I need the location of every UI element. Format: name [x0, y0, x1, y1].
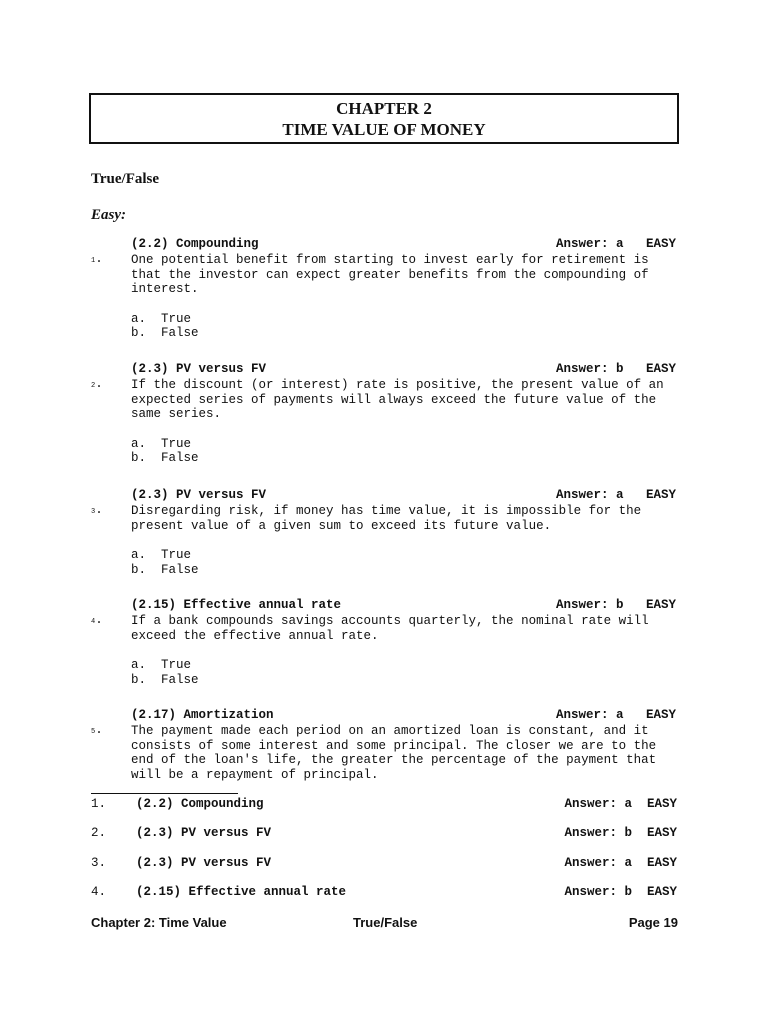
question-topic: (2.3) PV versus FV — [131, 362, 267, 376]
footnote-answer: Answer: a EASY — [564, 856, 677, 870]
section-title: True/False — [91, 171, 160, 187]
question-answer: Answer: a EASY — [555, 488, 676, 502]
question-text: Disregarding risk, if money has time value, it is impossible for the present value of a given sum to exceed its future value. — [131, 504, 642, 533]
footnote-1 — [91, 797, 679, 813]
option-b: b. False — [131, 562, 199, 577]
option-b: b. False — [131, 326, 199, 341]
question-topic: (2.17) Amortization — [131, 708, 274, 722]
footnote-3 — [91, 856, 679, 872]
question-1 — [91, 237, 681, 341]
footnote-answer: Answer: a EASY — [564, 797, 677, 811]
footnote-number: 3. — [91, 856, 107, 870]
chapter-title-box — [89, 93, 679, 144]
question-number: 3. — [91, 503, 103, 517]
option-a: a. True — [131, 436, 192, 451]
footnote-number: 2. — [91, 826, 107, 840]
question-options — [131, 437, 681, 466]
question-answer: Answer: a EASY — [555, 237, 676, 251]
question-answer: Answer: a EASY — [555, 708, 676, 722]
option-a: a. True — [131, 658, 192, 673]
question-number: 1. — [91, 252, 103, 266]
option-a: a. True — [131, 311, 192, 326]
question-header — [91, 598, 681, 614]
question-text: If a bank compounds savings accounts quarterly, the nominal rate will exceed the effective annual rate. — [131, 614, 649, 643]
question-header — [91, 237, 681, 253]
question-topic: (2.15) Effective annual rate — [131, 598, 342, 612]
question-options — [131, 548, 681, 577]
question-text: One potential benefit from starting to invest early for retirement is that the investor can expect greater benefits from the compounding of interest. — [131, 253, 649, 297]
footnote-number: 1. — [91, 797, 107, 811]
question-topic: (2.3) PV versus FV — [131, 488, 267, 502]
question-header — [91, 488, 681, 504]
footnote-2 — [91, 826, 679, 842]
chapter-title: TIME VALUE OF MONEY — [282, 120, 486, 139]
question-5 — [91, 708, 681, 782]
footnote-topic: (2.3) PV versus FV — [136, 826, 272, 840]
question-number: 2. — [91, 377, 103, 391]
question-number: 5. — [91, 723, 103, 737]
footnote-topic: (2.2) Compounding — [136, 797, 264, 811]
footnote-topic: (2.15) Effective annual rate — [136, 885, 347, 899]
option-b: b. False — [131, 672, 199, 687]
footnote-number: 4. — [91, 885, 107, 899]
question-text: If the discount (or interest) rate is positive, the present value of an expected series of payments will always exceed the future value of the same series. — [131, 378, 664, 422]
question-text: The payment made each period on an amortized loan is constant, and it consists of some interest and some principal. The closer we are to the end of the loan's life, the greater the percentage of the payment that will be a repayment of principal. — [131, 724, 657, 782]
footnote-4 — [91, 885, 679, 901]
footnote-divider — [91, 793, 238, 794]
page-footer — [91, 915, 678, 933]
footer-chapter: Chapter 2: Time Value — [91, 915, 227, 930]
footer-page-number: Page 19 — [628, 915, 678, 930]
chapter-label: CHAPTER 2 — [336, 99, 432, 118]
question-options — [131, 312, 681, 341]
question-header — [91, 362, 681, 378]
question-number: 4. — [91, 613, 103, 627]
question-answer: Answer: b EASY — [555, 598, 676, 612]
question-options — [131, 658, 681, 687]
question-4 — [91, 598, 681, 687]
option-b: b. False — [131, 451, 199, 466]
question-answer: Answer: b EASY — [555, 362, 676, 376]
question-2 — [91, 362, 681, 466]
question-3 — [91, 488, 681, 577]
footnote-topic: (2.3) PV versus FV — [136, 856, 272, 870]
footnote-answer: Answer: b EASY — [564, 885, 677, 899]
option-a: a. True — [131, 548, 192, 563]
footnote-answer: Answer: b EASY — [564, 826, 677, 840]
question-topic: (2.2) Compounding — [131, 237, 259, 251]
question-header — [91, 708, 681, 724]
footer-section: True/False — [353, 915, 418, 930]
difficulty-level: Easy: — [91, 207, 126, 223]
